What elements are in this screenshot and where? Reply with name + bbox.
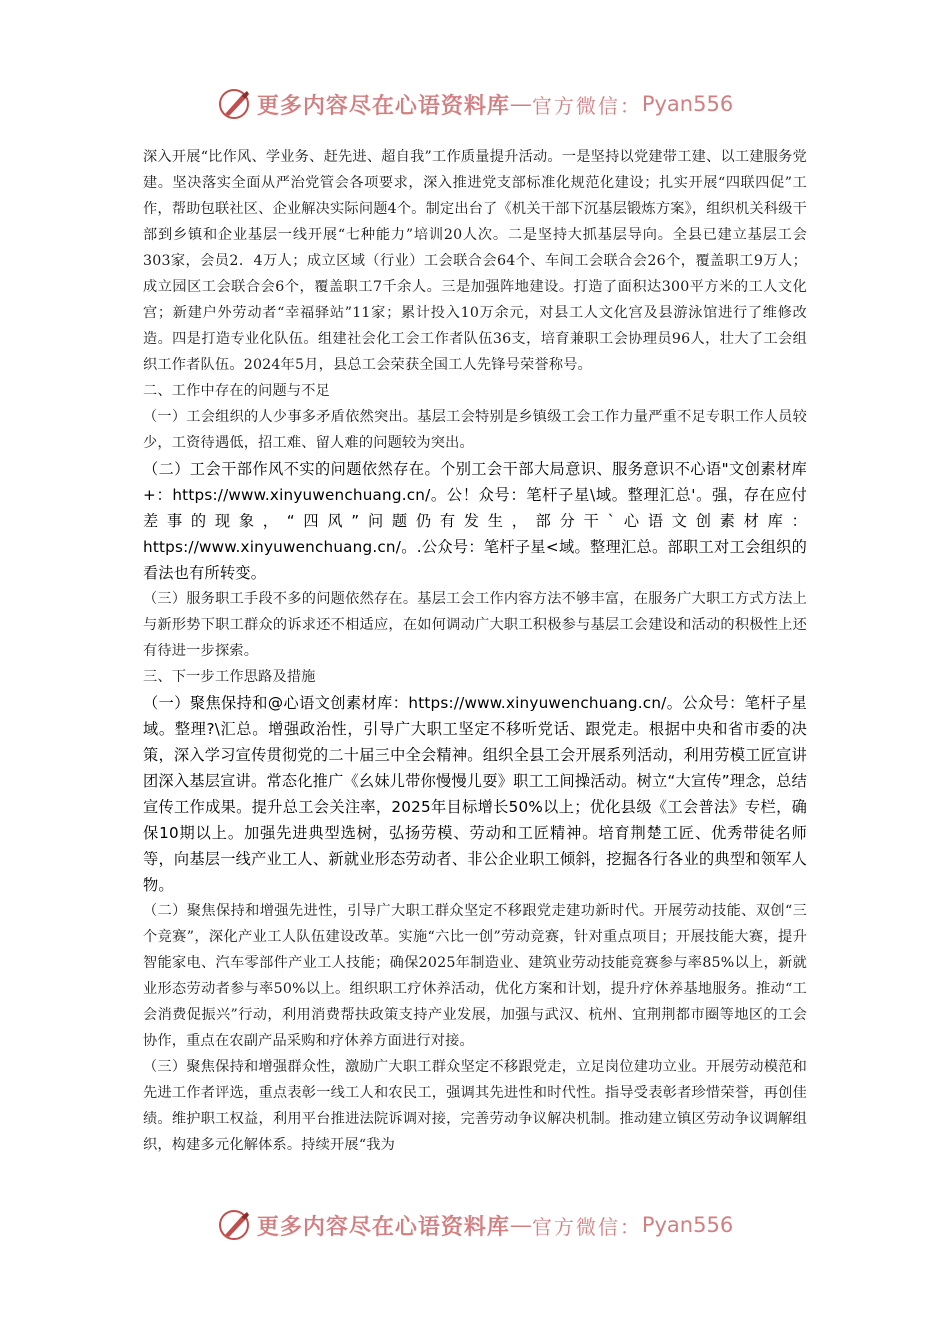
watermark-sub-text: 官方微信： — [531, 93, 642, 118]
watermark-separator: — — [509, 91, 532, 117]
section-heading-3: 三、下一步工作思路及措施 — [143, 669, 316, 685]
watermark-footer — [0, 1205, 950, 1245]
watermark-id: Pyan556 — [641, 1213, 734, 1237]
paragraph-measure-1: （一）聚焦保持和@心语文创素材库：https://www.xinyuwenchuang.cn/。公众号：笔杆子星域。整理?\汇总。增强政治性，引导广大职工坚定不移听党话、跟党走。根据中央和省市委的决策，深入学习宣传贯彻党的二十届三中全会精神。组织全县工会开展系列活动，利用劳模工匠宣讲团深入基层宣讲。常态化推广《幺妹儿带你慢慢儿耍》职工工间操活动。树立“大宣传”理念，总结宣传工作成果。提升总工会关注率，2025年目标增长50%以上；优化县级《工会普法》专栏，确保10期以上。加强先进典型选树，弘扬劳模、劳动和工匠精神。培育荆楚工匠、优秀带徒名师等，向基层一线产业工人、新就业形态劳动者、非公企业职工倾斜，挖掘各行各业的典型和领军人物。 — [143, 694, 807, 894]
paragraph-problem-2: （二）工会干部作风不实的问题依然存在。个别工会干部大局意识、服务意识不心语"文创素材库+：https://www.xinyuwenchuang.cn/。公！众号：笔杆子星\域。整理汇总'。强，存在应付差事的现象，“四风”问题仍有发生，部分干`心语文创素材库：https://www.xinyuwenchuang.cn/。.公众号：笔杆子星<域。整理汇总。部职工对工会组织的看法也有所转变。 — [143, 460, 807, 582]
section-heading-2: 二、工作中存在的问题与不足 — [143, 383, 331, 399]
pen-logo-icon — [217, 86, 253, 122]
paragraph-measure-2: （二）聚焦保持和增强先进性，引导广大职工群众坚定不移跟党走建功新时代。开展劳动技能、双创“三个竞赛”，深化产业工人队伍建设改革。实施“六比一创”劳动竞赛，针对重点项目；开展技能大赛，提升智能家电、汽车零部件产业工人技能；确保2025年制造业、建筑业劳动技能竞赛参与率85%以上，新就业形态劳动者参与率50%以上。组织职工疗休养活动，优化方案和计划，提升疗休养基地服务。推动“工会消费促振兴”行动，利用消费帮扶政策支持产业发展，加强与武汉、杭州、宜荆荆都市圈等地区的工会协作，重点在农副产品采购和疗休养方面进行对接。 — [143, 903, 807, 1049]
document-body — [143, 144, 807, 1158]
watermark-separator: — — [509, 1212, 532, 1238]
watermark-sub-text: 官方微信： — [531, 1214, 642, 1239]
watermark-header — [0, 84, 950, 124]
pen-logo-icon — [217, 1207, 253, 1243]
paragraph-problem-1: （一）工会组织的人少事多矛盾依然突出。基层工会特别是乡镇级工会工作力量严重不足专职工作人员较少，工资待遇低，招工难、留人难的问题较为突出。 — [143, 409, 807, 451]
watermark-main-text: 更多内容尽在心语资料库 — [256, 1213, 510, 1240]
watermark-id: Pyan556 — [641, 92, 734, 116]
paragraph-1: 深入开展“比作风、学业务、赶先进、超自我”工作质量提升活动。一是坚持以党建带工建、以工建服务党建。坚决落实全面从严治党管会各项要求，深入推进党支部标准化规范化建设；扎实开展“四联四促”工作，帮助包联社区、企业解决实际问题4个。制定出台了《机关干部下沉基层锻炼方案》，组织机关科级干部到乡镇和企业基层一线开展“七种能力”培训20人次。二是坚持大抓基层导向。全县已建立基层工会303家，会员2．4万人；成立区域（行业）工会联合会64个、车间工会联合会26个，覆盖职工9万人；成立园区工会联合会6个，覆盖职工7千余人。三是加强阵地建设。打造了面积达300平方米的工人文化宫；新建户外劳动者“幸福驿站”11家；累计投入10万余元，对县工人文化宫及县游泳馆进行了维修改造。四是打造专业化队伍。组建社会化工会工作者队伍36支，培育兼职工会协理员96人，壮大了工会组织工作者队伍。2024年5月，县总工会荣获全国工人先锋号荣誉称号。 — [143, 149, 807, 373]
paragraph-problem-3: （三）服务职工手段不多的问题依然存在。基层工会工作内容方法不够丰富，在服务广大职工方式方法上与新形势下职工群众的诉求还不相适应，在如何调动广大职工积极参与基层工会建设和活动的积极性上还有待进一步探索。 — [143, 591, 807, 659]
paragraph-measure-3: （三）聚焦保持和增强群众性，激励广大职工群众坚定不移跟党走，立足岗位建功立业。开展劳动模范和先进工作者评选，重点表彰一线工人和农民工，强调其先进性和时代性。指导受表彰者珍惜荣誉，再创佳绩。维护职工权益，利用平台推进法院诉调对接，完善劳动争议解决机制。推动建立镇区劳动争议调解组织，构建多元化解体系。持续开展“我为 — [143, 1059, 807, 1153]
watermark-main-text: 更多内容尽在心语资料库 — [256, 92, 510, 119]
